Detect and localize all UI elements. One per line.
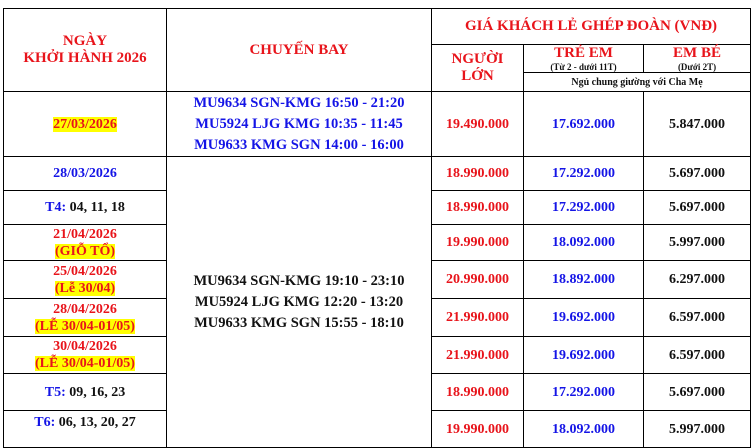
adult-price: 18.990.000 xyxy=(432,374,524,411)
child-price: 19.692.000 xyxy=(524,299,644,337)
flight-line: MU5924 LJG KMG 10:35 - 11:45 xyxy=(195,115,403,132)
date-text: 30/04/2026 xyxy=(53,339,117,354)
infant-price: 5.697.000 xyxy=(644,157,751,191)
infant-price: 6.597.000 xyxy=(644,337,751,374)
departure-date xyxy=(4,261,167,299)
child-price: 17.292.000 xyxy=(524,374,644,411)
date-text: 21/04/2026 xyxy=(53,226,117,242)
adult-header-line2: LỚN xyxy=(461,68,494,84)
infant-price: 5.847.000 xyxy=(644,92,751,157)
flight-schedule xyxy=(167,157,432,448)
infant-header xyxy=(644,45,751,73)
child-age-note: (Từ 2 - dưới 11T) xyxy=(550,62,617,72)
child-price: 18.092.000 xyxy=(524,225,644,261)
departure-date xyxy=(4,374,167,411)
date-text: 09, 16, 23 xyxy=(65,384,126,400)
flight-line: MU9633 KMG SGN 15:55 - 18:10 xyxy=(194,314,404,331)
date-text: 06, 13, 20, 27 xyxy=(55,415,136,430)
infant-price: 5.697.000 xyxy=(644,191,751,225)
child-price: 18.892.000 xyxy=(524,261,644,299)
holiday-note: (LỄ 30/04-01/05) xyxy=(35,318,135,334)
flight-line: MU9633 KMG SGN 14:00 - 16:00 xyxy=(194,136,404,153)
departure-header xyxy=(4,9,167,92)
tour-price-table xyxy=(3,8,751,448)
shared-bed-note: Ngủ chung giường với Cha Mẹ xyxy=(524,73,751,92)
adult-price: 19.990.000 xyxy=(432,225,524,261)
infant-label: EM BÉ xyxy=(673,45,721,61)
date-text: 04, 11, 18 xyxy=(66,200,125,215)
departure-date xyxy=(4,92,167,157)
infant-price: 5.997.000 xyxy=(644,225,751,261)
infant-price: 6.297.000 xyxy=(644,261,751,299)
adult-price: 19.490.000 xyxy=(432,92,524,157)
child-price: 19.692.000 xyxy=(524,337,644,374)
adult-header xyxy=(432,45,524,92)
departure-date: 28/03/2026 xyxy=(4,157,167,191)
adult-price: 18.990.000 xyxy=(432,157,524,191)
flight-line: MU5924 LJG KMG 12:20 - 13:20 xyxy=(194,293,404,310)
adult-price: 19.990.000 xyxy=(432,411,524,448)
departure-header-line1: NGÀY xyxy=(62,33,108,49)
weekday-label: T4: xyxy=(45,200,67,215)
date-text: 27/03/2026 xyxy=(53,116,117,132)
adult-header-line1: NGƯỜI xyxy=(451,51,504,67)
child-label: TRẺ EM xyxy=(554,45,613,61)
flight-header: CHUYẾN BAY xyxy=(167,9,432,92)
departure-date xyxy=(4,337,167,374)
infant-price: 5.997.000 xyxy=(644,411,751,448)
infant-price: 5.697.000 xyxy=(644,374,751,411)
holiday-note: (LỄ 30/04-01/05) xyxy=(35,356,135,371)
infant-price: 6.597.000 xyxy=(644,299,751,337)
holiday-note: (GIỖ TỔ) xyxy=(54,243,116,259)
adult-price: 21.990.000 xyxy=(432,299,524,337)
departure-header-line2: KHỞI HÀNH 2026 xyxy=(23,50,147,66)
adult-price: 20.990.000 xyxy=(432,261,524,299)
infant-age-note: (Dưới 2T) xyxy=(677,62,717,72)
departure-date xyxy=(4,191,167,225)
child-price: 17.692.000 xyxy=(524,92,644,157)
table-row xyxy=(4,157,751,191)
weekday-label: T5: xyxy=(44,384,66,400)
price-group-header: GIÁ KHÁCH LẺ GHÉP ĐOÀN (VNĐ) xyxy=(432,9,751,45)
weekday-label: T6: xyxy=(34,415,56,430)
date-text: 25/04/2026 xyxy=(53,263,117,279)
child-header xyxy=(524,45,644,73)
flight-schedule xyxy=(167,92,432,157)
date-text: 28/04/2026 xyxy=(53,301,117,317)
table-row xyxy=(4,92,751,157)
flight-line: MU9634 SGN-KMG 19:10 - 23:10 xyxy=(193,272,405,289)
adult-price: 18.990.000 xyxy=(432,191,524,225)
departure-date xyxy=(4,299,167,337)
adult-price: 21.990.000 xyxy=(432,337,524,374)
flight-line: MU9634 SGN-KMG 16:50 - 21:20 xyxy=(193,94,405,111)
departure-date xyxy=(4,225,167,261)
child-price: 17.292.000 xyxy=(524,191,644,225)
holiday-note: (Lễ 30/04) xyxy=(54,280,116,296)
child-price: 17.292.000 xyxy=(524,157,644,191)
child-price: 18.092.000 xyxy=(524,411,644,448)
departure-date xyxy=(4,411,167,448)
